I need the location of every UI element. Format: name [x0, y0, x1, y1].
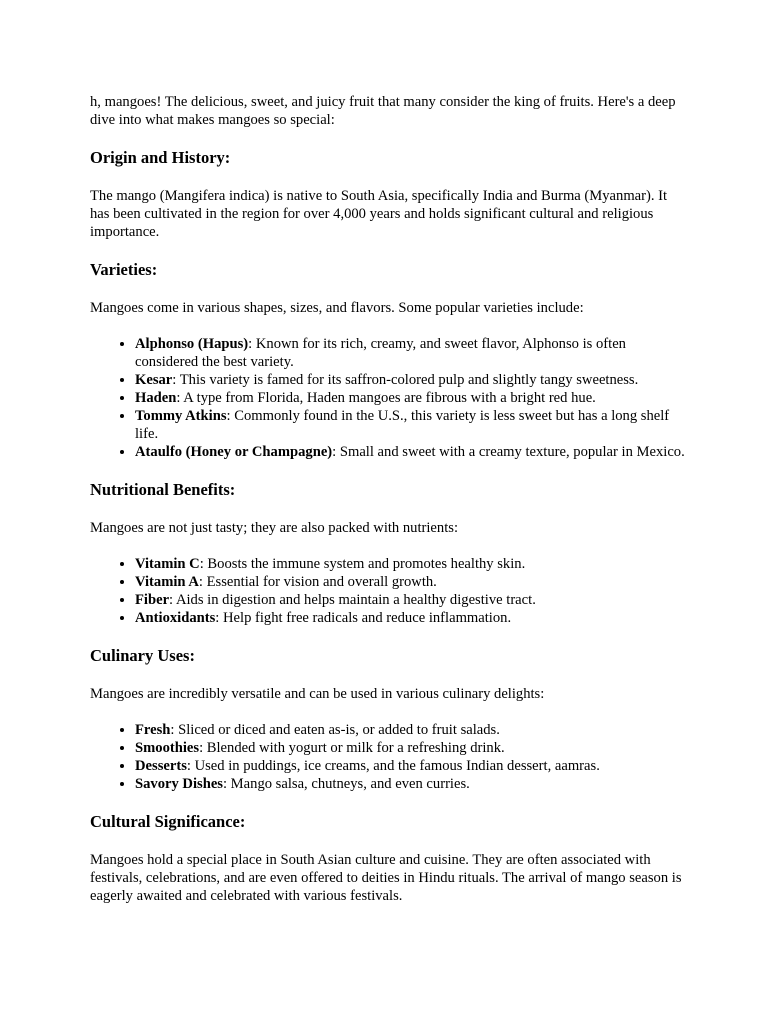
section-heading-origin: Origin and History:	[90, 148, 231, 167]
list-item-desc: : Used in puddings, ice creams, and the famous Indian dessert, aamras.	[186, 758, 600, 774]
list-item	[135, 609, 690, 627]
list-item	[135, 591, 690, 609]
list-item-term: Haden	[135, 390, 177, 406]
section-paragraph-nutrition: Mangoes are not just tasty; they are also packed with nutrients:	[90, 520, 458, 536]
section-paragraph-culture: Mangoes hold a special place in South Asian culture and cuisine. They are often associated with festivals, celebrations, and are even offered to deities in Hindu rituals. The arrival of mango season is eagerly awaited and celebrated with various festivals.	[90, 852, 682, 904]
list-item-term: Alphonso (Hapus)	[135, 336, 249, 352]
list-item-term: Ataulfo (Honey or Champagne)	[135, 444, 333, 460]
list-item-desc: : Aids in digestion and helps maintain a healthy digestive tract.	[169, 592, 536, 608]
list-item-desc: : Commonly found in the U.S., this variety is less sweet but has a long shelf life.	[135, 408, 670, 442]
list-item-desc: : Boosts the immune system and promotes healthy skin.	[199, 556, 526, 572]
list-item-term: Kesar	[135, 372, 173, 388]
list-item-term: Smoothies	[135, 740, 200, 756]
section-paragraph-varieties: Mangoes come in various shapes, sizes, and flavors. Some popular varieties include:	[90, 300, 584, 316]
section-heading-nutrition: Nutritional Benefits:	[90, 480, 236, 499]
list-item-term: Antioxidants	[135, 610, 216, 626]
list-item-term: Vitamin A	[135, 574, 199, 590]
list-item	[135, 389, 690, 407]
list-item-desc: : Essential for vision and overall growth.	[198, 574, 437, 590]
list-item	[135, 555, 690, 573]
list-item-desc: : Help fight free radicals and reduce inflammation.	[215, 610, 512, 626]
list-item-desc: : Mango salsa, chutneys, and even curries.	[222, 776, 470, 792]
section-paragraph-culinary: Mangoes are incredibly versatile and can be used in various culinary delights:	[90, 686, 545, 702]
list-item-desc: : Known for its rich, creamy, and sweet flavor, Alphonso is often considered the best variety.	[135, 336, 626, 370]
intro-paragraph: h, mangoes! The delicious, sweet, and juicy fruit that many consider the king of fruits. Here's a deep dive into what makes mangoes so special:	[90, 94, 676, 128]
list-item-term: Vitamin C	[135, 556, 200, 572]
list-item-desc: : Blended with yogurt or milk for a refreshing drink.	[199, 740, 505, 756]
list-item	[135, 371, 690, 389]
list-item	[135, 407, 690, 443]
list-item-desc: : Sliced or diced and eaten as-is, or added to fruit salads.	[170, 722, 500, 738]
nutrition-list	[90, 555, 690, 627]
section-heading-varieties: Varieties:	[90, 260, 158, 279]
list-item-term: Tommy Atkins	[135, 408, 227, 424]
varieties-list	[90, 335, 690, 461]
list-item	[135, 335, 690, 371]
section-heading-culture: Cultural Significance:	[90, 812, 246, 831]
section-paragraph-origin: The mango (Mangifera indica) is native to South Asia, specifically India and Burma (Myanmar). It has been cultivated in the region for over 4,000 years and holds significant cultural and religious importance.	[90, 188, 668, 240]
list-item-term: Fresh	[135, 722, 171, 738]
list-item-term: Savory Dishes	[135, 776, 223, 792]
list-item-desc: : This variety is famed for its saffron-colored pulp and slightly tangy sweetness.	[172, 372, 639, 388]
list-item	[135, 573, 690, 591]
section-heading-culinary: Culinary Uses:	[90, 646, 195, 665]
list-item	[135, 775, 690, 793]
list-item-desc: : Small and sweet with a creamy texture, popular in Mexico.	[332, 444, 685, 460]
list-item	[135, 721, 690, 739]
list-item	[135, 443, 690, 461]
document-page	[90, 93, 690, 905]
list-item	[135, 757, 690, 775]
list-item	[135, 739, 690, 757]
list-item-desc: : A type from Florida, Haden mangoes are fibrous with a bright red hue.	[176, 390, 596, 406]
culinary-list	[90, 721, 690, 793]
list-item-term: Fiber	[135, 592, 170, 608]
list-item-term: Desserts	[135, 758, 187, 774]
